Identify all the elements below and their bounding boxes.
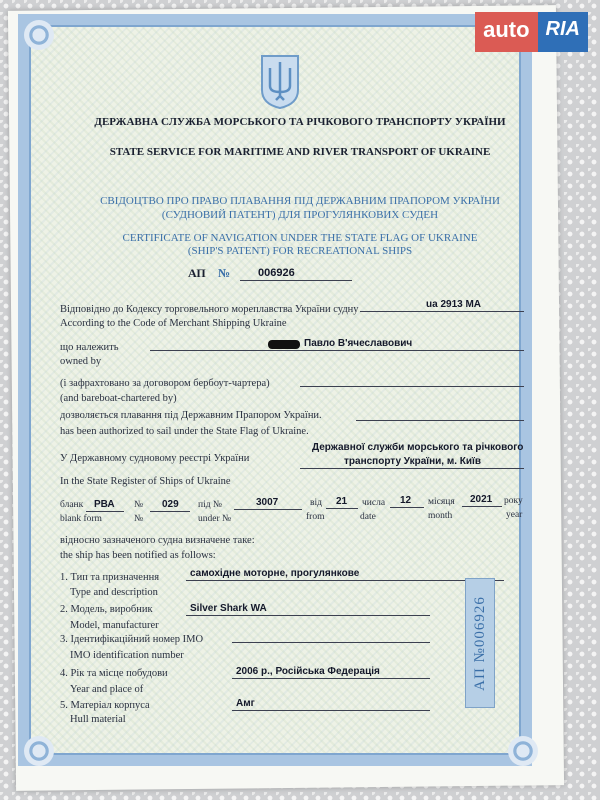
item-imo-label-en: IMO identification number	[70, 650, 184, 661]
notified-label-ua: відносно зазначеного судна визначене таке:	[60, 535, 255, 546]
certificate-title-ua-2: (СУДНОВИЙ ПАТЕНТ) ДЛЯ ПРОГУЛЯНКОВИХ СУДЕН	[161, 209, 439, 221]
code-label-en: According to the Code of Merchant Shipping Ukraine	[60, 318, 287, 329]
trident-emblem-icon	[258, 52, 302, 110]
owner-line	[150, 350, 524, 351]
certificate-number: 006926	[258, 267, 295, 279]
certificate-title-en-1: CERTIFICATE OF NAVIGATION UNDER THE STATE FLAG OF UKRAINE	[122, 232, 478, 244]
item-year-line	[232, 678, 430, 679]
month-value: 12	[400, 495, 412, 506]
under-line	[234, 509, 302, 510]
bareboat-label-ua: (і зафрахтовано за договором бербоут-чартера)	[60, 378, 270, 389]
stamp-text: АП №006926	[471, 595, 488, 691]
form-line	[86, 511, 124, 512]
date-label-ua: числа	[362, 498, 386, 508]
under-value: 3007	[256, 497, 279, 508]
item-type-label-en: Type and description	[70, 587, 158, 598]
item-hull-label-ua: 5. Матеріал корпуса	[60, 700, 150, 711]
no-line	[150, 511, 190, 512]
year-label-en: year	[506, 510, 523, 520]
bareboat-line	[300, 386, 524, 387]
owner-label-ua: що належить	[60, 342, 119, 353]
certificate-title-ua-1: СВІДОЦТВО ПРО ПРАВО ПЛАВАННЯ ПІД ДЕРЖАВНИМ ПРАПОРОМ УКРАЇНИ	[100, 195, 500, 207]
register-label-en: In the State Register of Ships of Ukraine	[60, 476, 231, 487]
ship-id-line	[360, 311, 524, 312]
form-value: РВА	[94, 499, 115, 510]
month-label-ua: місяця	[428, 497, 455, 507]
item-hull-label-en: Hull material	[70, 714, 126, 725]
day-value: 21	[336, 496, 348, 507]
title-english: STATE SERVICE FOR MARITIME AND RIVER TRANSPORT OF UKRAINE	[109, 146, 491, 158]
item-year-value: 2006 р., Російська Федерація	[236, 666, 380, 677]
title-ukrainian: ДЕРЖАВНА СЛУЖБА МОРСЬКОГО ТА РІЧКОВОГО ТРАНСПОРТУ УКРАЇНИ	[94, 116, 506, 128]
no-label-en: №	[134, 514, 144, 524]
day-line	[326, 508, 358, 509]
certificate-title-en-2: (SHIP'S PATENT) FOR RECREATIONAL SHIPS	[187, 245, 413, 257]
item-type-label-ua: 1. Тип та призначення	[60, 572, 160, 583]
vertical-number-stamp	[465, 578, 495, 708]
item-imo-line	[232, 642, 430, 643]
year-line	[462, 506, 502, 507]
bareboat-label-en: (and bareboat-chartered by)	[60, 393, 177, 404]
from-label-ua: від	[310, 498, 322, 508]
no-label-ua: №	[134, 500, 144, 510]
month-label-en: month	[428, 511, 453, 521]
blank-label-en: blank form	[60, 514, 102, 524]
owner-value: Павло В'ячеславович	[304, 338, 413, 349]
item-hull-value: Амг	[236, 698, 255, 709]
ship-id-value: ua 2913 MA	[426, 299, 482, 310]
item-model-value: Silver Shark WA	[190, 603, 267, 614]
logo-auto: auto	[475, 12, 537, 52]
corner-ornament	[24, 20, 54, 50]
under-label-en: under №	[198, 514, 232, 524]
owner-label-en: owned by	[60, 356, 102, 367]
register-value-1: Державної служби морського та річкового	[312, 442, 524, 453]
from-label-en: from	[306, 512, 325, 522]
item-year-label-en: Year and place of	[70, 684, 144, 695]
register-line	[300, 468, 524, 469]
item-hull-line	[232, 710, 430, 711]
item-type-value: самохідне моторне, прогулянкове	[190, 568, 360, 579]
redaction-bar	[268, 340, 300, 349]
no-value: 029	[162, 499, 179, 510]
year-value: 2021	[470, 494, 493, 505]
year-label-ua: року	[504, 496, 523, 506]
item-imo-label-ua: 3. Ідентифікаційний номер IMO	[60, 634, 204, 645]
number-line	[240, 280, 352, 281]
code-label-ua: Відповідно до Кодексу торговельного мореплавства України судну	[60, 304, 359, 315]
item-type-line	[186, 580, 504, 581]
autoria-logo	[475, 12, 588, 52]
authorized-label-ua: дозволяється плавання під Державним Прапором України.	[60, 410, 322, 421]
authorized-line	[356, 420, 524, 421]
corner-ornament	[24, 736, 54, 766]
corner-ornament	[508, 736, 538, 766]
item-year-label-ua: 4. Рік та місце побудови	[60, 668, 168, 679]
item-model-line	[186, 615, 430, 616]
series-label: АП	[188, 266, 206, 280]
date-label-en: date	[360, 512, 376, 522]
logo-ria: RIA	[538, 12, 588, 52]
blank-label-ua: бланк	[60, 500, 84, 510]
register-label-ua: У Державному судновому реєстрі України	[60, 453, 250, 464]
month-line	[390, 507, 424, 508]
under-label-ua: під №	[198, 500, 222, 510]
item-model-label-en: Model, manufacturer	[70, 620, 159, 631]
register-value-2: транспорту України, м. Київ	[344, 456, 482, 467]
item-model-label-ua: 2. Модель, виробник	[60, 604, 153, 615]
authorized-label-en: has been authorized to sail under the State Flag of Ukraine.	[60, 426, 309, 437]
number-sign: №	[218, 266, 231, 280]
notified-label-en: the ship has been notified as follows:	[60, 550, 216, 561]
